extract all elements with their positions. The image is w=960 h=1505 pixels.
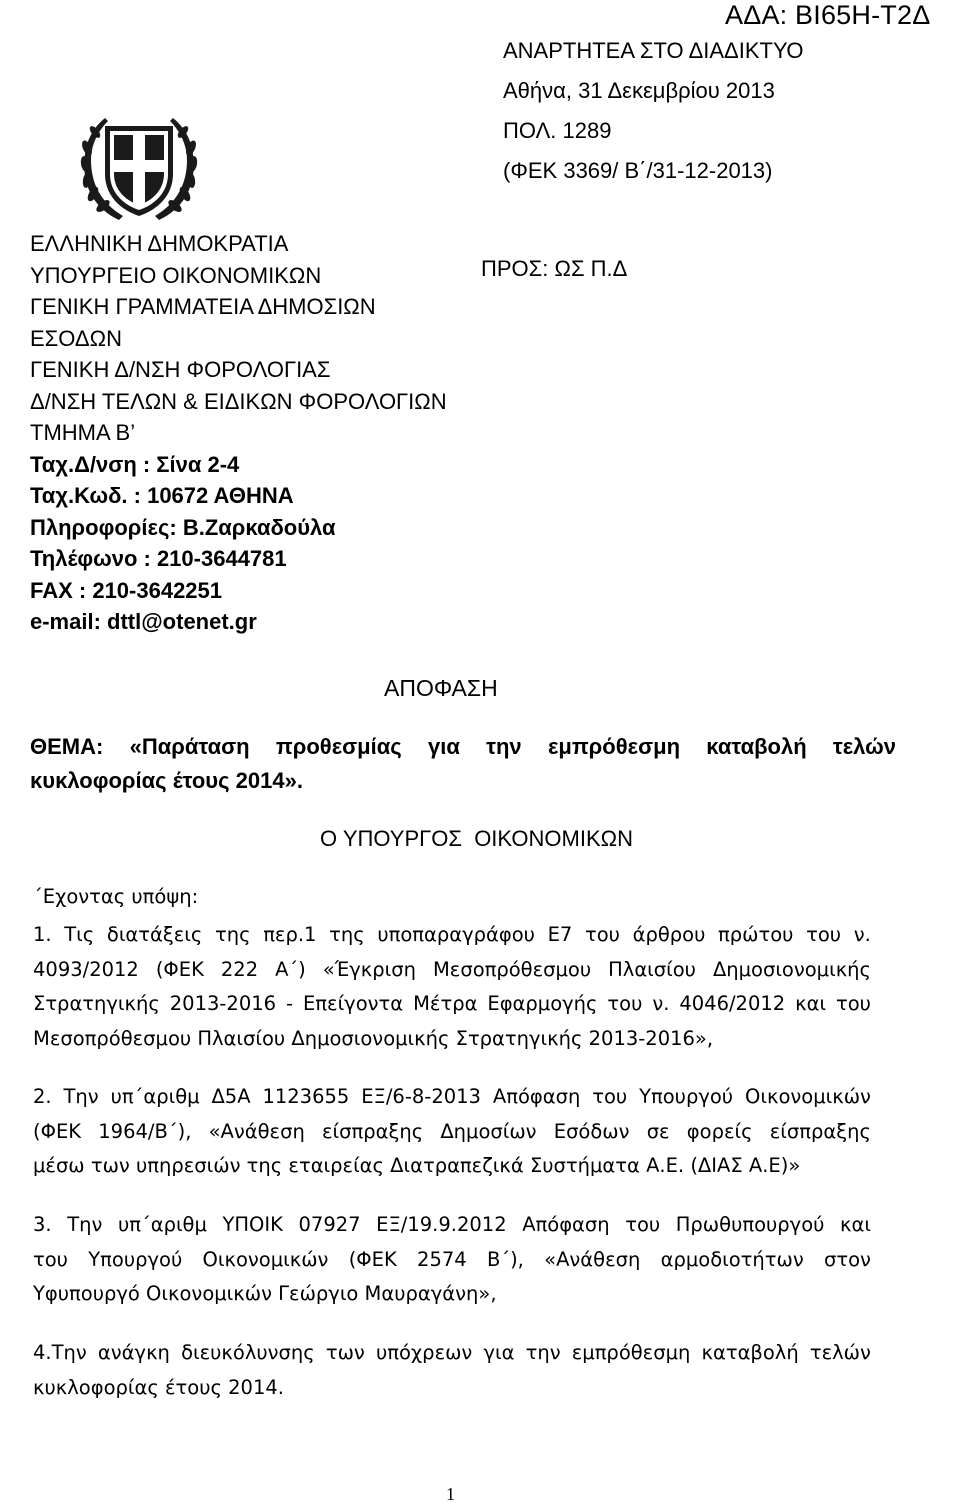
subject-line: [30, 730, 896, 764]
subject-word: «Παράταση: [129, 734, 250, 759]
subject-word: την: [486, 734, 522, 759]
word: τελών: [809, 1341, 871, 1364]
publish-note: ΑΝΑΡΤΗΤΕΑ ΣΤΟ ΔΙΑΔΙΚΤΥΟ: [503, 38, 804, 63]
greek-coat-of-arms-emblem: [75, 108, 203, 226]
document-date: Αθήνα, 31 Δεκεμβρίου 2013: [503, 78, 775, 103]
word: ΕΞ/6-8-2013: [361, 1085, 481, 1108]
word: διευκόλυνσης: [181, 1341, 315, 1364]
justified-line: [33, 953, 871, 988]
last-line: μέσω των υπηρεσιών της εταιρείας Διατραπεζικά Συστήματα Α.Ε. (ΔΙΑΣ Α.Ε)»: [33, 1154, 801, 1177]
word: 07927: [298, 1213, 361, 1236]
justified-line: [33, 918, 871, 953]
word: Δ5Α: [211, 1085, 251, 1108]
word: 4.Την: [33, 1341, 87, 1364]
word: άρθρου: [632, 923, 706, 946]
last-line: Υφυπουργό Οικονομικών Γεώργιο Μαυραγάνη»,: [33, 1282, 497, 1305]
word: 222: [220, 957, 259, 981]
word: Πλαισίου: [608, 957, 696, 981]
subject-word: για: [428, 734, 460, 759]
issuer-email: e-mail: dttl@otenet.gr: [30, 609, 257, 634]
list-item: [33, 918, 871, 1056]
word: του: [607, 992, 643, 1015]
subject-word: ΘΕΜΑ:: [30, 734, 104, 759]
word: στον: [823, 1247, 871, 1271]
word: του: [806, 923, 842, 946]
word: «Έγκριση: [322, 957, 416, 981]
word: του: [33, 1247, 68, 1271]
word: Εσόδων: [553, 1119, 630, 1143]
issuer-line: Δ/ΝΣΗ ΤΕΛΩΝ & ΕΙΔΙΚΩΝ ΦΟΡΟΛΟΓΙΩΝ: [30, 388, 447, 414]
word: Επείγοντα: [302, 992, 404, 1015]
word: «Ανάθεση: [208, 1119, 305, 1143]
subject-word: τελών: [832, 734, 896, 759]
word: του: [592, 1085, 628, 1108]
word: Β΄),: [486, 1247, 524, 1271]
issuer-line: ΕΛΛΗΝΙΚΗ ΔΗΜΟΚΡΑΤΙΑ: [30, 231, 289, 256]
issuer-info-contact: Πληροφορίες: Β.Ζαρκαδούλα: [30, 514, 336, 540]
word: 3.: [33, 1213, 52, 1236]
pol-number: ΠΟΛ. 1289: [503, 118, 612, 143]
word: των: [325, 1341, 365, 1364]
word: ΥΠΟΙΚ: [222, 1213, 283, 1236]
word: (ΦΕΚ: [33, 1119, 82, 1143]
justified-line: [33, 987, 871, 1022]
word: σε: [646, 1119, 670, 1143]
word: εμπρόθεσμη: [571, 1341, 691, 1364]
fek-reference: (ΦΕΚ 3369/ Β΄/31-12-2013): [503, 158, 773, 183]
issuer-phone: Τηλέφωνο : 210-3644781: [30, 546, 287, 571]
word: Μεσοπρόθεσμου: [432, 957, 592, 981]
word: Την: [67, 1213, 103, 1236]
word: Μέτρα: [413, 992, 478, 1015]
word: Α΄): [275, 957, 306, 981]
word: υπ΄αριθμ: [110, 1085, 200, 1108]
word: Τις: [64, 923, 95, 946]
word: για: [483, 1341, 515, 1364]
word: Οικονομικών: [202, 1247, 329, 1271]
word: Υπουργού: [639, 1085, 734, 1108]
issuer-fax: FAX : 210-3642251: [30, 577, 223, 603]
word: ΕΞ/19.9.2012: [376, 1213, 507, 1236]
word: είσπραξης: [322, 1119, 424, 1143]
considering-label: ΄Εχοντας υπόψη:: [33, 885, 199, 908]
word: Την: [63, 1085, 99, 1108]
issuer-postcode: Ταχ.Κωδ. : 10672 ΑΘΗΝΑ: [30, 483, 294, 508]
word: και: [795, 992, 827, 1015]
word: Δημοσιονομικής: [712, 957, 871, 981]
subject: [30, 730, 896, 798]
minister-heading: Ο ΥΠΟΥΡΓΟΣ ΟΙΚΟΝΟΜΙΚΩΝ: [320, 826, 633, 851]
word: 2013-2016: [169, 992, 277, 1015]
issuer-block: [30, 228, 447, 638]
word: υποπαραγράφου: [377, 923, 535, 946]
word: Στρατηγικής: [33, 992, 160, 1015]
word: Δημοσίων: [440, 1119, 537, 1143]
word: Εφαρμογής: [487, 992, 598, 1015]
word: Απόφαση: [492, 1085, 581, 1108]
list-item: [33, 1080, 871, 1184]
justified-line: [33, 1336, 871, 1371]
word: «Ανάθεση: [544, 1247, 641, 1271]
ada-code: ΑΔΑ: ΒΙ65Η-Τ2Δ: [725, 0, 931, 30]
last-line: κυκλοφορίας έτους 2014.: [33, 1375, 284, 1399]
issuer-line: ΥΠΟΥΡΓΕΙΟ ΟΙΚΟΝΟΜΙΚΩΝ: [30, 262, 322, 288]
word: Ε7: [547, 923, 573, 946]
issuer-line: ΤΜΗΜΑ Β’: [30, 420, 136, 445]
justified-line: [33, 1208, 871, 1243]
justified-line: [33, 1115, 871, 1150]
word: είσπραξης: [769, 1119, 871, 1143]
word: της: [329, 923, 365, 946]
list-item: [33, 1208, 871, 1312]
word: ν.: [652, 992, 670, 1015]
word: του: [625, 1213, 661, 1236]
issuer-line: ΓΕΝΙΚΗ ΓΡΑΜΜΑΤΕΙΑ ΔΗΜΟΣΙΩΝ: [30, 294, 376, 319]
issuer-address: Ταχ.Δ/νση : Σίνα 2-4: [30, 451, 240, 477]
justified-line: [33, 1080, 871, 1115]
subject-word: καταβολή: [706, 734, 807, 759]
word: 2574: [417, 1247, 467, 1271]
word: περ.1: [263, 923, 317, 946]
word: 1964/Β΄),: [98, 1119, 192, 1143]
issuer-line: ΓΕΝΙΚΗ Δ/ΝΣΗ ΦΟΡΟΛΟΓΙΑΣ: [30, 357, 331, 382]
list-item: [33, 1336, 871, 1405]
word: (ΦΕΚ: [155, 957, 204, 981]
recipient: ΠΡΟΣ: ΩΣ Π.Δ: [481, 256, 628, 281]
word: υπ΄αριθμ: [117, 1213, 207, 1236]
word: του: [585, 923, 620, 946]
issuer-line: ΕΣΟΔΩΝ: [30, 325, 122, 351]
subject-word: εμπρόθεσμη: [547, 734, 681, 759]
word: αρμοδιοτήτων: [660, 1247, 804, 1271]
word: 4093/2012: [33, 957, 139, 981]
word: ν.: [853, 923, 871, 946]
word: Οικονομικών: [745, 1085, 871, 1108]
word: του: [836, 992, 871, 1015]
word: -: [286, 992, 294, 1015]
word: (ΦΕΚ: [348, 1247, 397, 1271]
decision-title: ΑΠΟΦΑΣΗ: [384, 675, 498, 701]
word: 1123655: [262, 1085, 350, 1108]
word: καταβολή: [701, 1341, 799, 1364]
word: Πρωθυπουργού: [675, 1213, 825, 1236]
word: 4046/2012: [679, 992, 786, 1015]
word: 1.: [33, 923, 52, 946]
word: της: [214, 923, 251, 946]
word: υπόχρεων: [375, 1341, 473, 1364]
word: την: [525, 1341, 561, 1364]
justified-line: [33, 1243, 871, 1278]
subject-line: κυκλοφορίας έτους 2014».: [30, 768, 303, 793]
word: πρώτου: [718, 923, 794, 946]
word: φορείς: [686, 1119, 753, 1143]
last-line: Μεσοπρόθεσμου Πλαισίου Δημοσιονομικής Στρατηγικής 2013-2016»,: [33, 1026, 714, 1050]
subject-word: προθεσμίας: [275, 734, 402, 759]
word: διατάξεις: [106, 923, 203, 946]
word: Απόφαση: [522, 1213, 610, 1236]
word: ανάγκη: [97, 1341, 170, 1364]
page-number: 1: [446, 1484, 455, 1504]
word: 2.: [33, 1085, 52, 1108]
word: Υπουργού: [88, 1247, 183, 1271]
word: και: [840, 1213, 871, 1236]
